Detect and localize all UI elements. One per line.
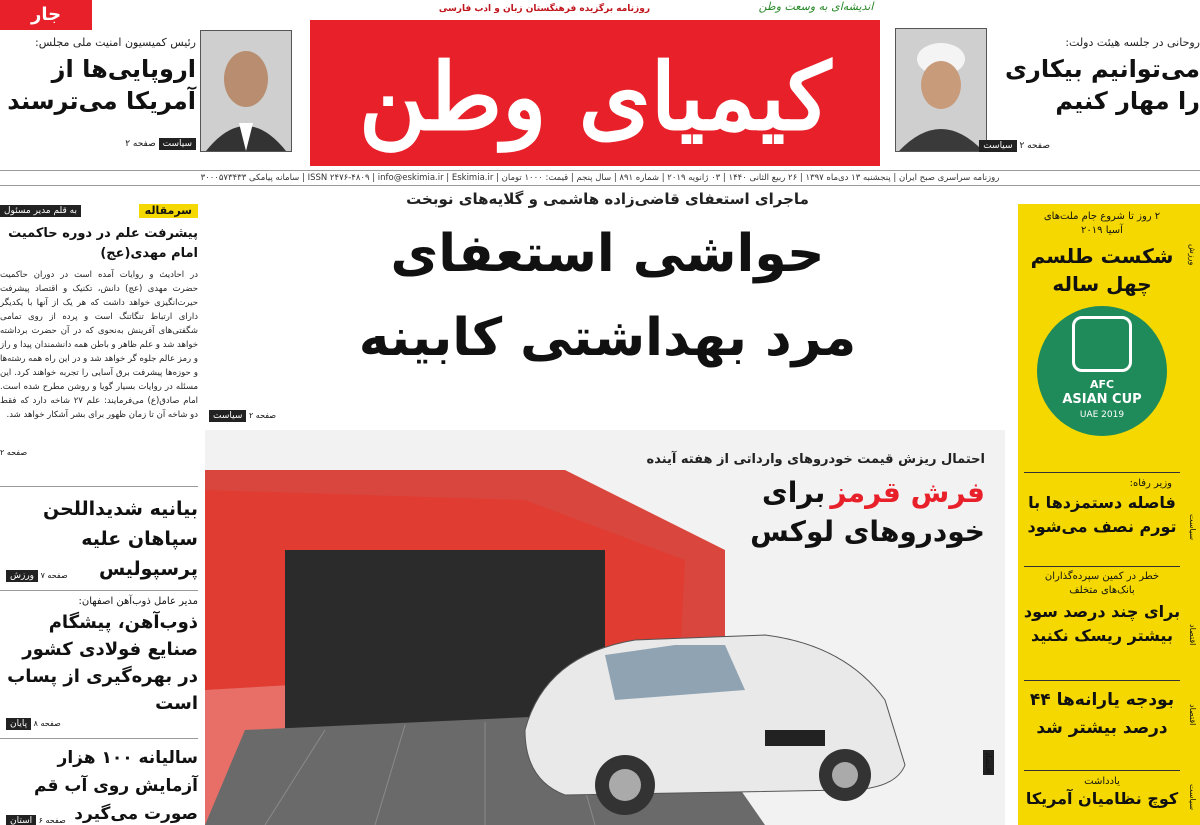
left-story-2-title: ذوب‌آهن، پیشگام صنایع فولادی کشور در بهره‌گیری از پساب است: [7, 612, 198, 714]
trophy-icon: [1072, 316, 1132, 372]
left-story-2-section: پایان: [6, 718, 31, 730]
editorial-author-tag: به قلم مدیر مسئول: [0, 205, 81, 217]
right-story-2[interactable]: [1018, 570, 1186, 680]
divider: [0, 486, 198, 487]
masthead-tagline: روزنامه برگزیده فرهنگستان زبان و ادب فارسی: [438, 4, 650, 14]
feature-title-black1: برای: [762, 476, 826, 509]
asian-cup-title: شکست طلسم چهل ساله: [1030, 244, 1174, 296]
right-story-3-title: بودجه یارانه‌ها ۴۴ درصد بیشتر شد: [1029, 690, 1175, 738]
masthead-brand: کیمیای وطن: [358, 43, 832, 151]
divider: [1024, 770, 1180, 771]
left-head-title: اروپایی‌ها از آمریکا می‌ترسند: [7, 55, 196, 115]
left-head-kicker: رئیس کمیسیون امنیت ملی مجلس:: [35, 36, 196, 49]
right-head-title: می‌توانیم بیکاری را مهار کنیم: [1005, 55, 1200, 115]
masthead-slogan: اندیشه‌ای به وسعت وطن: [758, 0, 874, 13]
strip-label-3: اقتصاد: [1188, 704, 1197, 726]
feature-title-black2: خودروهای لوکس: [750, 515, 985, 548]
right-story-1[interactable]: [1018, 478, 1186, 566]
left-story-1[interactable]: [0, 494, 198, 584]
masthead-banner: [310, 20, 880, 166]
feature-title-red: فرش قرمز: [830, 476, 985, 509]
left-head[interactable]: [0, 36, 196, 154]
left-story-2-page: صفحه ۸: [33, 719, 61, 728]
left-story-3-section: استان: [6, 815, 36, 825]
info-bar-text: روزنامه سراسری صبح ایران | پنجشنبه ۱۳ دی‌ماه ۱۳۹۷ | ۲۶ ربیع الثانی ۱۴۴۰ | ۰۳ ژانویه ۲۰۱۹ | شماره ۸۹۱ | سال پنجم | قیمت: ۱۰۰۰ تومان | ISSN ۲۴۷۶-۴۸۰۹ | info@eskimia.ir | Eskimia.ir | سامانه پیامکی ۳۰۰۰۵۷۳۴۳۳: [200, 173, 1000, 183]
right-head-page: صفحه ۲: [1019, 141, 1050, 151]
right-head[interactable]: [983, 36, 1200, 154]
divider: [1024, 680, 1180, 681]
section-strip: [1186, 204, 1200, 825]
divider: [0, 738, 198, 739]
right-story-1-title: فاصله دستمزدها با تورم نصف می‌شود: [1027, 493, 1177, 536]
feature-kicker: احتمال ریزش قیمت خودروهای وارداتی از هفته آینده: [646, 452, 985, 467]
divider: [0, 590, 198, 591]
strip-label-4: سیاست: [1188, 784, 1197, 811]
person-portrait-icon: [896, 29, 986, 151]
editorial-title: پیشرفت علم در دوره حاکمیت امام مهدی(عج): [8, 226, 198, 261]
lead-title-line1: حواشی استعفای: [390, 224, 825, 284]
left-head-page: صفحه ۲: [125, 139, 156, 149]
logo-line2: ASIAN CUP: [1062, 392, 1142, 407]
strip-label-1: سیاست: [1188, 514, 1197, 541]
lead-page: صفحه ۲: [248, 411, 277, 420]
right-story-2-kicker: خطر در کمین سپرده‌گذاران بانک‌های متخلف: [1044, 571, 1160, 596]
right-head-photo: [895, 28, 987, 152]
left-head-section: سیاست: [159, 138, 196, 150]
lead-section: سیاست: [209, 410, 246, 422]
asian-cup-logo: [1037, 306, 1167, 436]
person-portrait-icon: [201, 31, 291, 151]
divider: [1024, 472, 1180, 473]
strip-label-sport: ورزش: [1188, 244, 1197, 266]
right-story-1-kicker: وزیر رفاه:: [1129, 478, 1172, 489]
logo-line3: UAE 2019: [1079, 410, 1125, 420]
left-story-2[interactable]: [0, 596, 198, 732]
left-story-1-section: ورزش: [6, 570, 38, 582]
left-story-2-kicker: مدیر عامل ذوب‌آهن اصفهان:: [78, 596, 198, 607]
logo-line1: AFC: [1089, 378, 1115, 391]
editorial-page: صفحه ۲: [0, 448, 28, 457]
info-bar: [0, 170, 1200, 186]
right-story-4-kicker: یادداشت: [1084, 776, 1120, 787]
lead-title-line2: مرد بهداشتی کابینه: [358, 308, 857, 368]
right-head-kicker: روحانی در جلسه هیئت دولت:: [1065, 36, 1200, 49]
asian-cup-kicker: ۲ روز تا شروع جام ملت‌های آسیا ۲۰۱۹: [1043, 211, 1161, 236]
divider: [1024, 566, 1180, 567]
lead-story[interactable]: [205, 190, 1010, 422]
left-story-3[interactable]: [0, 744, 198, 825]
right-story-2-title: برای چند درصد سود بیشتر ریسک نکنید: [1023, 602, 1181, 645]
right-head-section: سیاست: [979, 140, 1016, 152]
feature-side-label: اقتصاد: [984, 752, 993, 774]
lead-kicker: ماجرای استعفای قاضی‌زاده هاشمی و گلایه‌های نوبخت: [406, 190, 809, 208]
right-story-4-title: کوچ نظامیان آمریکا: [1025, 789, 1179, 808]
strip-label-2: اقتصاد: [1188, 624, 1197, 646]
left-head-photo: [200, 30, 292, 152]
corner-logo: جار: [0, 0, 92, 30]
editorial-label: سرمقاله: [139, 204, 198, 218]
editorial-body: در احادیث و روایات آمده است در دوران حاکمیت حضرت مهدی (عج) دانش، تکنیک و اقتصاد پیشرفت حیرت‌انگیزی خواهد داشت که هر یک از آنها با یکدیگر دارای ارتباط تنگاتنگ است و پرده از روی تمامی شگفتی‌های آفرینش به‌نحوی که در آن حضرت برداشته خواهد شد و علم ظاهر و باطن همه دانشمندان پیدا و راز و رمز عالم جلوه گر خواهد شد و در این راه همه رشته‌ها و حوزه‌ها پیشرفت برق آسایی را تجربه خواهند کرد. این مسئله در روایات بسیار گویا و روشن مطرح شده است. امام صادق(ع) می‌فرمایند: علم ۲۷ شاخه دارد که فقط دو شاخه آن تا زمان ظهور برای بشر آشکار خواهد شد.: [0, 270, 198, 420]
editorial[interactable]: [0, 204, 198, 472]
left-story-3-title: سالیانه ۱۰۰ هزار آزمایش روی آب قم صورت می‌گیرد: [34, 748, 198, 824]
feature-image[interactable]: [205, 430, 1005, 825]
asian-cup-story[interactable]: [1018, 210, 1186, 450]
left-story-1-title: بیانیه شدیداللحن سپاهان علیه پرسپولیس: [42, 498, 198, 580]
left-story-1-page: صفحه ۷: [40, 571, 68, 580]
right-story-4[interactable]: [1018, 776, 1186, 825]
right-story-3[interactable]: [1018, 686, 1186, 768]
left-story-3-page: صفحه ۶: [38, 816, 66, 825]
